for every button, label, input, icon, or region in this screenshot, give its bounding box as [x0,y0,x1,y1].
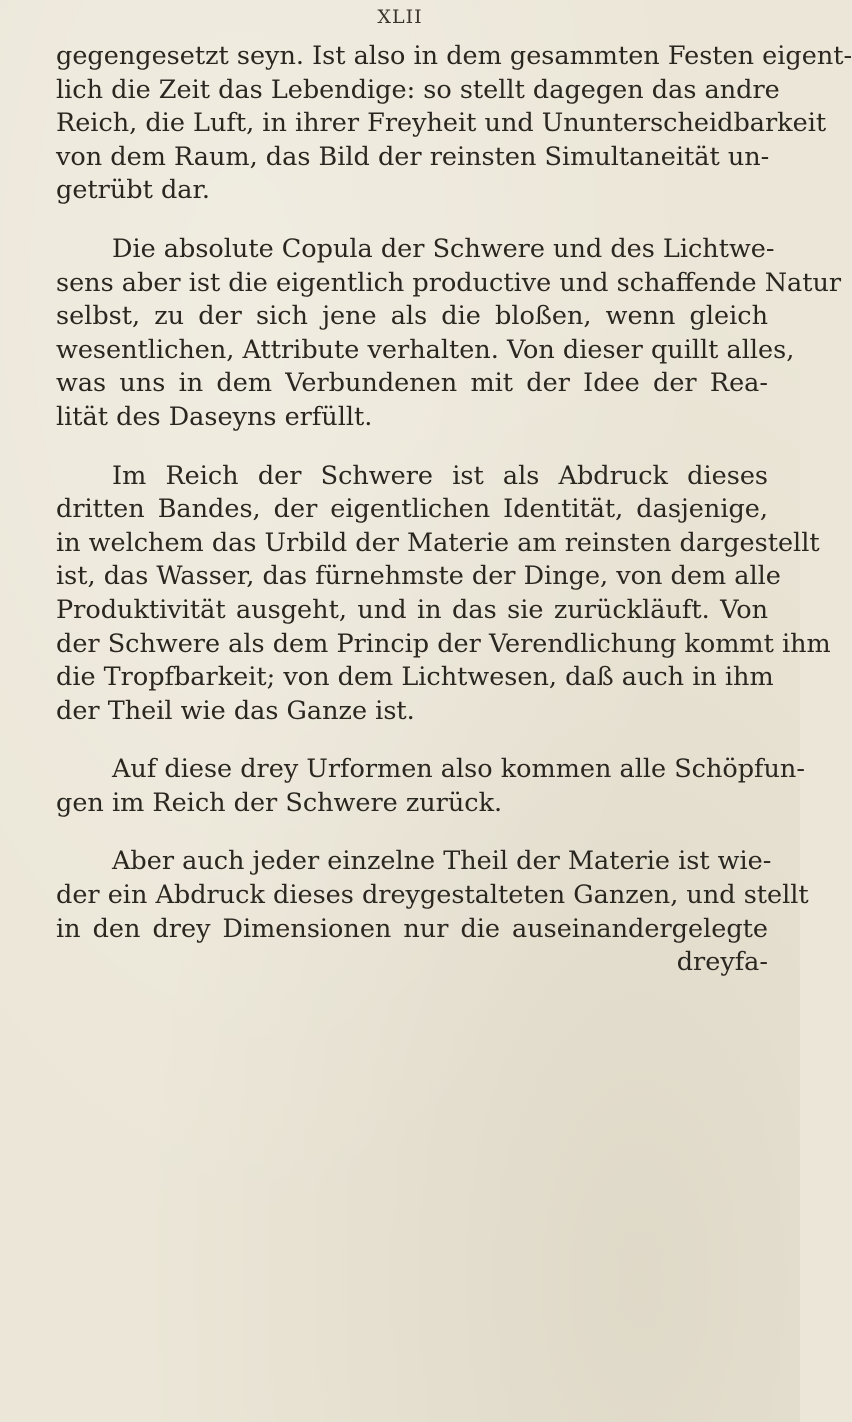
text-line: ist, das Wasser, das fürnehmste der Dinge, von dem alle [56,561,781,592]
text-line: der ein Abdruck dieses dreygestalteten Ganzen, und stellt [56,880,809,911]
text-line: Aber auch jeder einzelne Theil der Materie ist wie- [112,846,772,877]
text-line: wesentlichen, Attribute verhalten. Von dieser quillt alles, [56,334,795,365]
text-line: Auf diese drey Urformen also kommen alle Schöpfun- [112,754,805,785]
text-line: in welchem das Urbild der Materie am reinsten dargestellt [56,527,820,558]
page-number-header: XLII [377,6,423,28]
text-line: von dem Raum, das Bild der reinsten Simultaneität un- [56,141,770,172]
text-line: Reich, die Luft, in ihrer Freyheit und Ununterscheidbarkeit [56,108,827,139]
text-line: lich die Zeit das Lebendige: so stellt dagegen das andre [56,74,780,105]
text-line: dritten Bandes, der eigentlichen Identität, dasjenige, [56,494,768,525]
text-line: Produktivität ausgeht, und in das sie zurückläuft. Von [56,594,768,625]
text-line: gen im Reich der Schwere zurück. [56,787,503,818]
text-line: sens aber ist die eigentlich productive und schaffende Natur [56,267,842,298]
paragraph-1 [56,40,852,208]
text-line: in den drey Dimensionen nur die auseinandergelegte [56,913,768,944]
text-line: was uns in dem Verbundenen mit der Idee der Rea- [56,368,768,399]
text-line: selbst, zu der sich jene als die bloßen, wenn gleich [56,301,768,332]
text-line: der Theil wie das Ganze ist. [56,695,415,726]
text-line: getrübt dar. [56,175,210,206]
paragraph-2 [56,233,842,435]
paragraph-5 [56,845,809,979]
text-line: die Tropfbarkeit; von dem Lichtwesen, daß auch in ihm [56,662,774,693]
catchword: dreyfa- [676,947,768,978]
paragraph-3 [56,460,831,729]
text-line: Die absolute Copula der Schwere und des Lichtwe- [112,233,775,264]
text-line: Im Reich der Schwere ist als Abdruck dieses [112,460,768,491]
text-line: lität des Daseyns erfüllt. [56,401,373,432]
text-line: gegengesetzt seyn. Ist also in dem gesammten Festen eigent- [56,41,852,71]
paragraph-4 [56,753,805,820]
page-body [56,40,852,980]
text-line: der Schwere als dem Princip der Verendlichung kommt ihm [56,628,831,659]
